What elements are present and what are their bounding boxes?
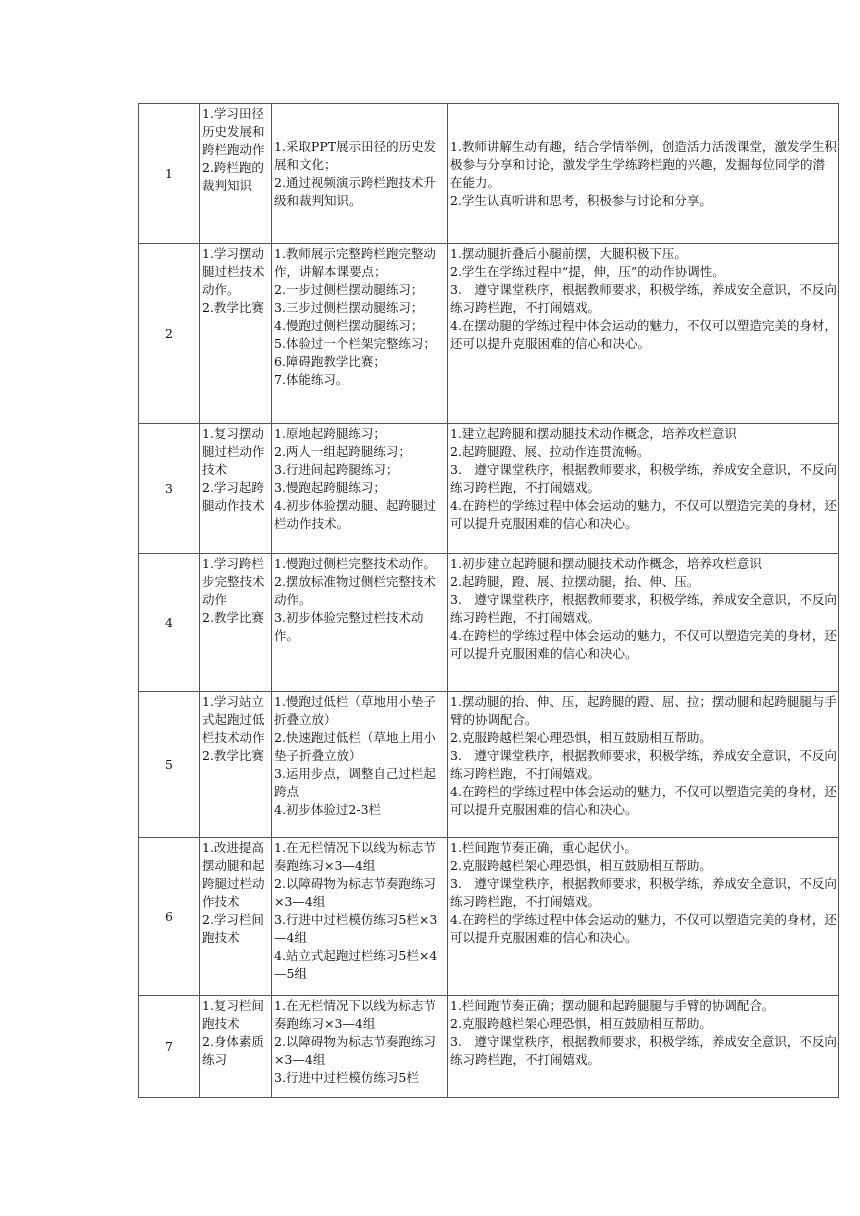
lesson-content-line: 1.采取PPT展示田径的历史发展和文化； xyxy=(274,138,437,172)
lesson-content-line: 2.快速跑过低栏（草地上用小垫子折叠立放） xyxy=(274,730,436,763)
lesson-number: 2 xyxy=(139,244,200,424)
lesson-content-line: 3.运用步点，调整自己过栏起跨点 xyxy=(274,766,436,799)
lesson-goals-line: 2.克服跨越栏架心理恐惧，相互鼓励相互帮助。 xyxy=(450,1016,712,1031)
lesson-goals xyxy=(448,244,839,424)
lesson-goals-line: 1.摆动腿的抬、伸、压，起跨腿的蹬、屈、拉；摆动腿和起跨腿腿与手臂的协调配合。 xyxy=(450,694,837,727)
lesson-content-line: 6.障碍跑教学比赛； xyxy=(274,354,386,369)
lesson-content-line: 3.行进中过栏模仿练习5栏 xyxy=(274,1070,419,1085)
lesson-topic-line: 1.学习跨栏步完整技术动作 xyxy=(202,556,265,607)
lesson-content xyxy=(272,244,448,424)
lesson-row xyxy=(139,838,839,996)
lesson-topic-line: 2.跨栏跑的裁判知识 xyxy=(202,160,264,193)
lesson-content-line: 7.体能练习。 xyxy=(274,372,349,387)
lesson-goals-line: 4.在跨栏的学练过程中体会运动的魅力，不仅可以塑造完美的身材，还可以提升克服困难的信心和决心。 xyxy=(450,498,837,531)
lesson-goals-line: 2.学生认真听讲和思考，积极参与讨论和分享。 xyxy=(450,192,712,208)
lesson-row xyxy=(139,996,839,1098)
lesson-content xyxy=(272,838,448,996)
lesson-content-line: 1.慢跑过低栏（草地用小垫子折叠立放） xyxy=(274,694,436,727)
lesson-number: 5 xyxy=(139,692,200,838)
lesson-row xyxy=(139,424,839,554)
lesson-content-line: 2.一步过侧栏摆动腿练习； xyxy=(274,282,424,297)
lesson-content-line: 4.初步体验摆动腿、起跨腿过栏动作技术。 xyxy=(274,498,436,531)
lesson-content-line: 4.站立式起跑过栏练习5栏×4—5组 xyxy=(274,948,438,981)
lesson-topic-line: 1.学习田径历史发展和跨栏跑动作 xyxy=(202,106,265,157)
lesson-content-line: 3.初步体验完整过栏技术动作。 xyxy=(274,610,424,643)
lesson-content-line: 3.行进中过栏模仿练习5栏×3—4组 xyxy=(274,912,438,945)
lesson-plan-table xyxy=(138,103,839,1098)
lesson-goals-line: 2.克服跨越栏架心理恐惧，相互鼓励相互帮助。 xyxy=(450,858,712,873)
lesson-goals xyxy=(448,104,839,244)
lesson-content xyxy=(272,554,448,692)
lesson-topic-line: 1.复习摆动腿过栏动作技术 xyxy=(202,426,265,477)
lesson-content-line: 2.摆放标准物过侧栏完整技术动作。 xyxy=(274,574,436,607)
lesson-goals-line: 3. 遵守课堂秩序，根据教师要求，积极学练，养成安全意识，不反向练习跨栏跑，不打闹嬉戏。 xyxy=(450,876,837,909)
lesson-goals-line: 4.在跨栏的学练过程中体会运动的魅力，不仅可以塑造完美的身材，还可以提升克服困难的信心和决心。 xyxy=(450,912,837,945)
lesson-row xyxy=(139,104,839,244)
lesson-goals-line: 3. 遵守课堂秩序，根据教师要求，积极学练，养成安全意识，不反向练习跨栏跑，不打闹嬉戏。 xyxy=(450,748,837,781)
lesson-topic-line: 2.教学比赛 xyxy=(202,300,264,315)
lesson-goals xyxy=(448,554,839,692)
lesson-content-line: 4.初步体验过2-3栏 xyxy=(274,802,382,817)
lesson-content-line: 1.在无栏情况下以线为标志节奏跑练习×3—4组 xyxy=(274,998,436,1031)
lesson-content-line: 1.教师展示完整跨栏跑完整动作，讲解本课要点； xyxy=(274,246,436,279)
lesson-topic-line: 1.复习栏间跑技术 xyxy=(202,998,264,1031)
lesson-content-line: 3.慢跑起跨腿练习； xyxy=(274,480,386,495)
lesson-content-line: 1.慢跑过侧栏完整技术动作。 xyxy=(274,556,436,571)
lesson-goals xyxy=(448,996,839,1098)
lesson-content xyxy=(272,996,448,1098)
lesson-content-line: 3.三步过侧栏摆动腿练习； xyxy=(274,300,424,315)
lesson-goals-line: 1.教师讲解生动有趣，结合学情举例，创造活力活泼课堂，激发学生积极参与分享和讨论，激发学生学练跨栏跑的兴趣，发掘每位同学的潜在能力。 xyxy=(450,138,837,190)
lesson-row xyxy=(139,554,839,692)
lesson-content-line: 5.体验过一个栏架完整练习； xyxy=(274,336,436,351)
lesson-topic-line: 2.教学比赛 xyxy=(202,610,264,625)
lesson-row xyxy=(139,692,839,838)
lesson-content-line: 3.行进间起跨腿练习； xyxy=(274,462,399,477)
lesson-goals-line: 2.克服跨越栏架心理恐惧，相互鼓励相互帮助。 xyxy=(450,730,712,745)
lesson-plan-body xyxy=(139,104,839,1098)
lesson-goals-line: 1.建立起跨腿和摆动腿技术动作概念，培养攻栏意识 xyxy=(450,426,737,441)
lesson-topic xyxy=(200,692,272,838)
lesson-goals-line: 2.起跨腿蹬、展、拉动作连贯流畅。 xyxy=(450,444,650,459)
lesson-content-line: 2.通过视频演示跨栏跑技术升级和裁判知识。 xyxy=(274,174,436,208)
lesson-content xyxy=(272,104,448,244)
lesson-goals-line: 1.摆动腿折叠后小腿前摆，大腿积极下压。 xyxy=(450,246,687,261)
lesson-goals-line: 1.栏间跑节奏正确；摆动腿和起跨腿腿与手臂的协调配合。 xyxy=(450,998,775,1013)
lesson-topic xyxy=(200,424,272,554)
lesson-number: 4 xyxy=(139,554,200,692)
lesson-content-line: 2.以障碍物为标志节奏跑练习×3—4组 xyxy=(274,876,436,909)
lesson-topic-line: 2.学习栏间跑技术 xyxy=(202,912,264,945)
lesson-topic-line: 1.学习站立式起跑过低栏技术动作 xyxy=(202,694,265,745)
lesson-goals-line: 4.在跨栏的学练过程中体会运动的魅力，不仅可以塑造完美的身材，还可以提升克服困难的信心和决心。 xyxy=(450,784,837,817)
lesson-content-line: 2.两人一组起跨腿练习； xyxy=(274,444,411,459)
lesson-goals xyxy=(448,424,839,554)
lesson-number: 3 xyxy=(139,424,200,554)
lesson-topic xyxy=(200,244,272,424)
lesson-topic xyxy=(200,104,272,244)
lesson-topic-line: 2.学习起跨腿动作技术 xyxy=(202,480,265,513)
lesson-number: 6 xyxy=(139,838,200,996)
lesson-topic xyxy=(200,554,272,692)
lesson-goals-line: 3. 遵守课堂秩序，根据教师要求，积极学练，养成安全意识，不反向练习跨栏跑，不打闹嬉戏。 xyxy=(450,592,837,625)
lesson-goals xyxy=(448,838,839,996)
lesson-goals-line: 4.在跨栏的学练过程中体会运动的魅力，不仅可以塑造完美的身材，还可以提升克服困难的信心和决心。 xyxy=(450,628,837,661)
lesson-goals xyxy=(448,692,839,838)
lesson-content xyxy=(272,692,448,838)
lesson-topic xyxy=(200,996,272,1098)
lesson-topic-line: 1.学习摆动腿过栏技术动作。 xyxy=(202,246,265,297)
lesson-goals-line: 1.栏间跑节奏正确，重心起伏小。 xyxy=(450,840,637,855)
lesson-topic-line: 2.教学比赛 xyxy=(202,748,264,763)
lesson-goals-line: 2.起跨腿，蹬、展、拉摆动腿，抬、伸、压。 xyxy=(450,574,700,589)
lesson-number: 7 xyxy=(139,996,200,1098)
lesson-topic-line: 2.身体素质练习 xyxy=(202,1034,264,1067)
lesson-goals-line: 3. 遵守课堂秩序，根据教师要求，积极学练，养成安全意识，不反向练习跨栏跑，不打闹嬉戏。 xyxy=(450,1034,837,1067)
lesson-content-line: 2.以障碍物为标志节奏跑练习×3—4组 xyxy=(274,1034,436,1067)
lesson-number: 1 xyxy=(139,104,200,244)
lesson-row xyxy=(139,244,839,424)
lesson-content-line: 1.原地起跨腿练习； xyxy=(274,426,386,441)
lesson-topic-line: 1.改进提高摆动腿和起跨腿过栏动作技术 xyxy=(202,840,265,909)
lesson-content xyxy=(272,424,448,554)
lesson-goals-line: 3. 遵守课堂秩序，根据教师要求，积极学练，养成安全意识，不反向练习跨栏跑，不打闹嬉戏。 xyxy=(450,282,837,315)
lesson-goals-line: 3. 遵守课堂秩序，根据教师要求，积极学练，养成安全意识，不反向练习跨栏跑，不打闹嬉戏。 xyxy=(450,462,837,495)
lesson-content-line: 1.在无栏情况下以线为标志节奏跑练习×3—4组 xyxy=(274,840,436,873)
lesson-topic xyxy=(200,838,272,996)
lesson-goals-line: 2.学生在学练过程中“提，伸，压”的动作协调性。 xyxy=(450,264,725,279)
lesson-goals-line: 1.初步建立起跨腿和摆动腿技术动作概念，培养攻栏意识 xyxy=(450,556,762,571)
lesson-content-line: 4.慢跑过侧栏摆动腿练习； xyxy=(274,318,424,333)
lesson-goals-line: 4.在摆动腿的学练过程中体会运动的魅力，不仅可以塑造完美的身材，还可以提升克服困难的信心和决心。 xyxy=(450,318,837,351)
